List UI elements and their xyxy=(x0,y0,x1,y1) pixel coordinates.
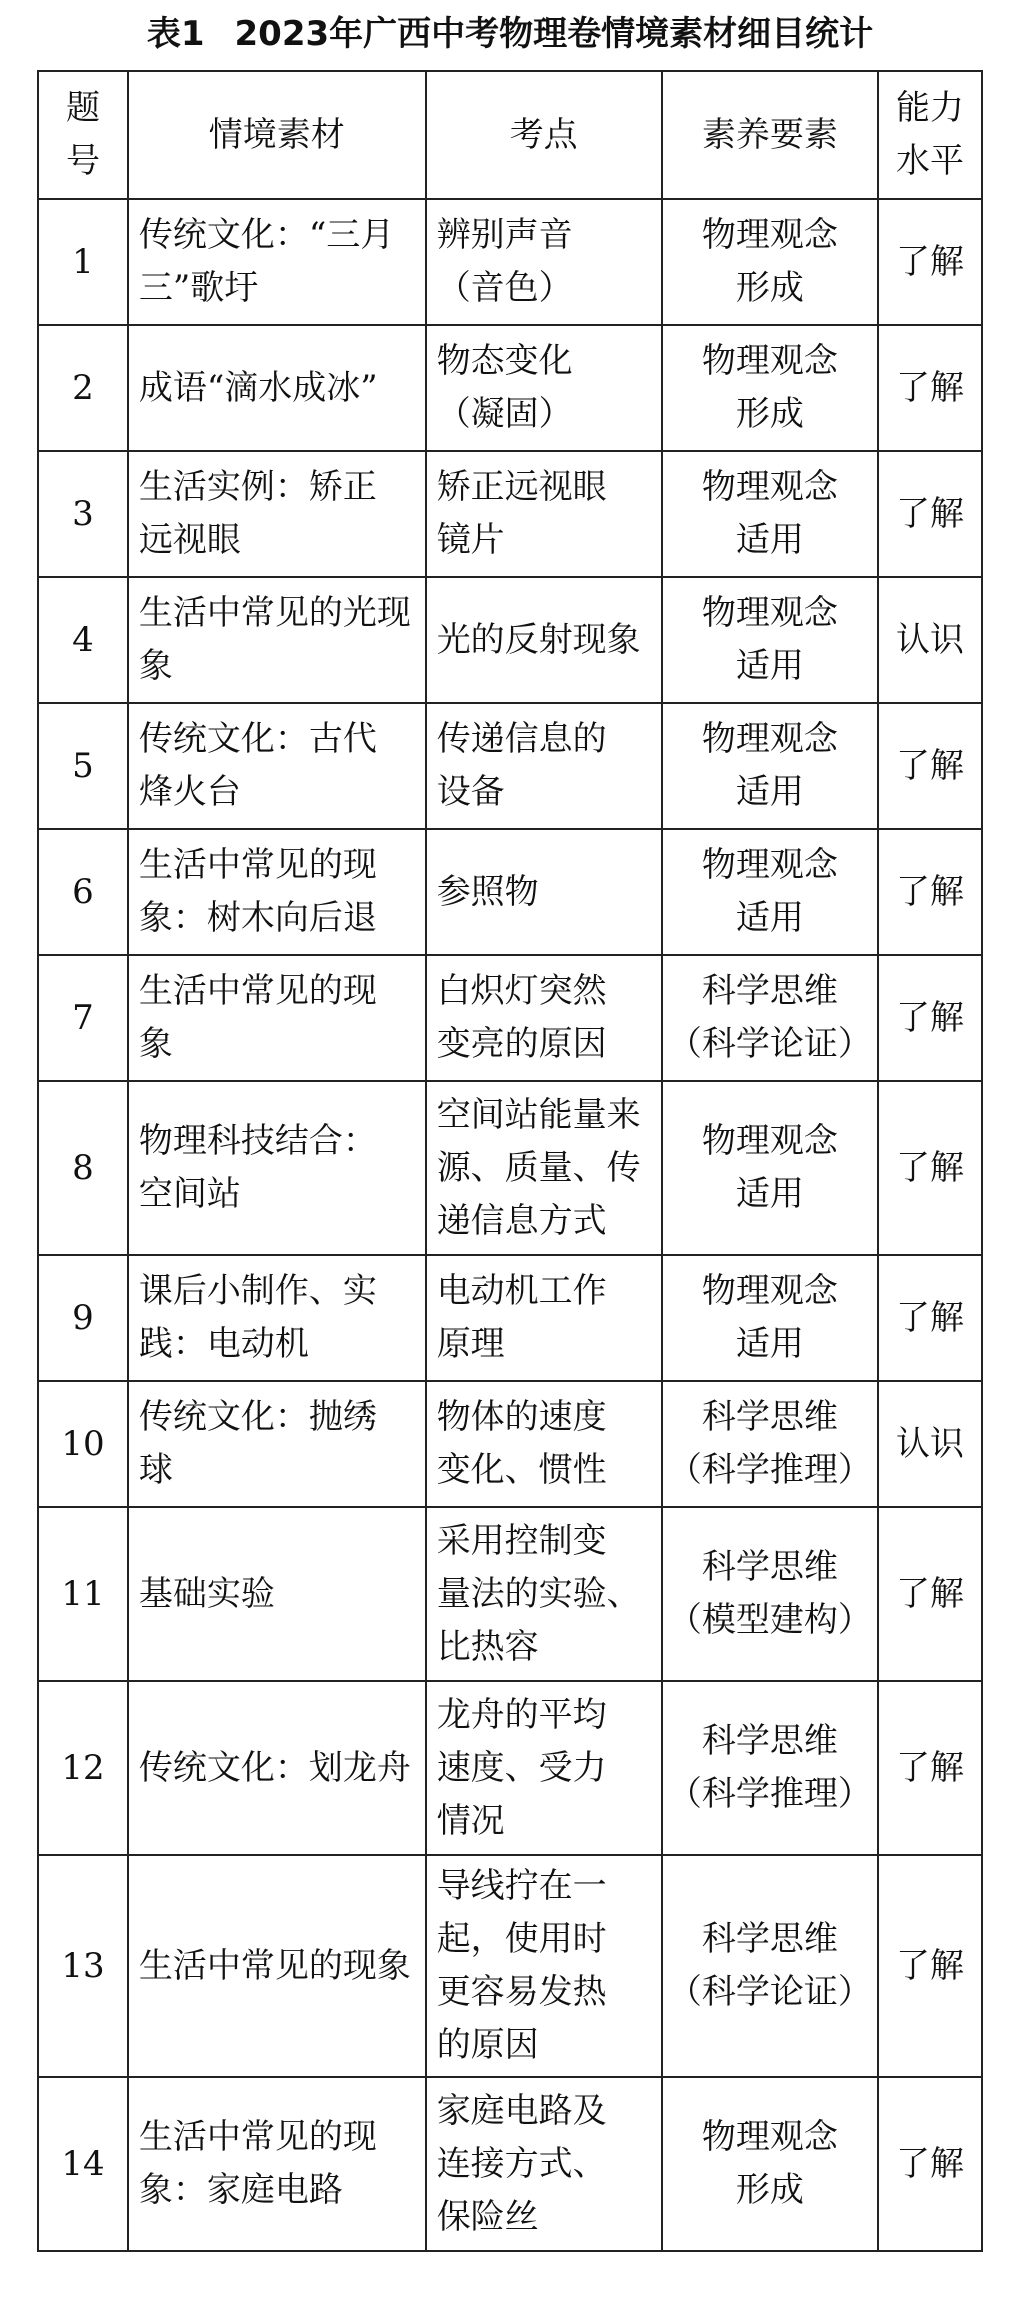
key-point-line: 空间站能量来 xyxy=(436,1094,641,1135)
table-title xyxy=(0,8,1020,60)
key-point xyxy=(426,703,662,829)
table-row xyxy=(38,1255,982,1381)
context-material-line: 生活实例：矫正 xyxy=(138,467,377,507)
context-material-line: 象 xyxy=(138,1024,173,1064)
key-point-line: 设备 xyxy=(436,772,505,812)
question-number: 8 xyxy=(38,1081,128,1255)
context-material xyxy=(128,1081,426,1255)
context-material xyxy=(128,451,426,577)
table-row xyxy=(38,451,982,577)
literacy-element-line: 物理观念 xyxy=(701,719,838,759)
literacy-element-line: 物理观念 xyxy=(701,845,838,885)
literacy-element-line: 物理观念 xyxy=(701,2117,838,2157)
context-material xyxy=(128,2077,426,2251)
literacy-element xyxy=(662,325,878,451)
key-point xyxy=(426,577,662,703)
context-material-line: 生活中常见的现象 xyxy=(138,1945,411,1986)
literacy-element-line: 物理观念 xyxy=(701,467,838,507)
context-material xyxy=(128,199,426,325)
literacy-element-line: （科学论证） xyxy=(667,1024,872,1064)
literacy-element-line: 适用 xyxy=(735,1324,804,1364)
literacy-element xyxy=(662,451,878,577)
key-point-line: 电动机工作 xyxy=(436,1271,607,1311)
literacy-element-line: （科学推理） xyxy=(667,1774,872,1814)
ability-level: 认识 xyxy=(878,577,982,703)
literacy-element-line: 物理观念 xyxy=(701,1121,838,1161)
table-row xyxy=(38,703,982,829)
context-material-line: 传统文化：划龙舟 xyxy=(138,1747,411,1788)
literacy-element xyxy=(662,703,878,829)
table-header-row xyxy=(38,71,982,199)
key-point-line: 采用控制变 xyxy=(436,1520,607,1561)
key-point-line: 镜片 xyxy=(436,520,505,560)
question-number: 5 xyxy=(38,703,128,829)
table-row xyxy=(38,955,982,1081)
question-number: 3 xyxy=(38,451,128,577)
key-point xyxy=(426,1255,662,1381)
key-point-line: 递信息方式 xyxy=(436,1200,607,1241)
question-number: 11 xyxy=(38,1507,128,1681)
literacy-element xyxy=(662,1255,878,1381)
context-material xyxy=(128,1255,426,1381)
table-row xyxy=(38,577,982,703)
key-point-line: （音色） xyxy=(436,268,573,308)
context-material-line: 空间站 xyxy=(138,1174,241,1214)
context-material-line: 基础实验 xyxy=(138,1573,275,1614)
key-point xyxy=(426,1381,662,1507)
key-point-line: 变亮的原因 xyxy=(436,1024,607,1064)
context-material-line: 生活中常见的现 xyxy=(138,845,377,885)
key-point-line: 源、质量、传 xyxy=(436,1147,641,1188)
question-number: 12 xyxy=(38,1681,128,1855)
ability-level: 认识 xyxy=(878,1381,982,1507)
literacy-element xyxy=(662,577,878,703)
key-point xyxy=(426,955,662,1081)
literacy-element-line: 科学思维 xyxy=(701,1547,838,1587)
ability-level: 了解 xyxy=(878,1681,982,1855)
key-point-line: 比热容 xyxy=(436,1626,539,1667)
literacy-element-line: 科学思维 xyxy=(701,1721,838,1761)
context-material xyxy=(128,577,426,703)
context-material-line: 远视眼 xyxy=(138,520,241,560)
context-material-line: 成语“滴水成冰” xyxy=(138,367,378,408)
key-point-line: 矫正远视眼 xyxy=(436,467,607,507)
literacy-element-line: 形成 xyxy=(735,268,804,308)
context-material xyxy=(128,1681,426,1855)
literacy-element xyxy=(662,199,878,325)
ability-level: 了解 xyxy=(878,829,982,955)
context-material-line: 践：电动机 xyxy=(138,1324,309,1364)
literacy-element xyxy=(662,1507,878,1681)
key-point-line: 物体的速度 xyxy=(436,1397,607,1437)
key-point-line: （凝固） xyxy=(436,394,573,434)
key-point-line: 传递信息的 xyxy=(436,719,607,759)
key-point-line: 参照物 xyxy=(436,871,539,912)
context-material-line: 生活中常见的光现 xyxy=(138,593,411,633)
question-number: 10 xyxy=(38,1381,128,1507)
header-question-no: 题 号 xyxy=(38,71,128,199)
key-point-line: 龙舟的平均 xyxy=(436,1694,607,1735)
literacy-element-line: 适用 xyxy=(735,898,804,938)
table-row xyxy=(38,325,982,451)
key-point-line: 物态变化 xyxy=(436,341,573,381)
table-row xyxy=(38,1681,982,1855)
context-material-line: 生活中常见的现 xyxy=(138,971,377,1011)
table-caption: 2023年广西中考物理卷情境素材细目统计 xyxy=(234,14,874,54)
table-row xyxy=(38,1855,982,2077)
literacy-element-line: 适用 xyxy=(735,520,804,560)
key-point-line: 原理 xyxy=(436,1324,505,1364)
key-point-line: 连接方式、 xyxy=(436,2143,607,2184)
ability-level: 了解 xyxy=(878,1507,982,1681)
key-point xyxy=(426,1855,662,2077)
literacy-element-line: 适用 xyxy=(735,1174,804,1214)
table-row xyxy=(38,1381,982,1507)
context-material xyxy=(128,1381,426,1507)
literacy-element-line: 科学思维 xyxy=(701,1919,838,1959)
context-material-line: 烽火台 xyxy=(138,772,241,812)
key-point xyxy=(426,325,662,451)
key-point-line: 情况 xyxy=(436,1800,505,1841)
literacy-element xyxy=(662,1081,878,1255)
question-number: 13 xyxy=(38,1855,128,2077)
question-number: 4 xyxy=(38,577,128,703)
key-point-line: 量法的实验、 xyxy=(436,1573,641,1614)
key-point-line: 家庭电路及 xyxy=(436,2090,607,2131)
literacy-element-line: （模型建构） xyxy=(667,1600,872,1640)
context-material-line: 传统文化：古代 xyxy=(138,719,377,759)
literacy-element-line: 适用 xyxy=(735,646,804,686)
key-point-line: 保险丝 xyxy=(436,2196,539,2237)
ability-level: 了解 xyxy=(878,1255,982,1381)
literacy-element xyxy=(662,1681,878,1855)
context-material-line: 象：树木向后退 xyxy=(138,898,377,938)
key-point-line: 光的反射现象 xyxy=(436,619,641,660)
context-material xyxy=(128,829,426,955)
question-number: 14 xyxy=(38,2077,128,2251)
context-material xyxy=(128,325,426,451)
key-point-line: 更容易发热 xyxy=(436,1972,607,2012)
ability-level: 了解 xyxy=(878,703,982,829)
key-point xyxy=(426,451,662,577)
literacy-element-line: 科学思维 xyxy=(701,971,838,1011)
question-number: 2 xyxy=(38,325,128,451)
key-point-line: 起，使用时 xyxy=(436,1919,607,1959)
context-material xyxy=(128,1855,426,2077)
literacy-element xyxy=(662,1855,878,2077)
table-row xyxy=(38,1081,982,1255)
key-point-line: 的原因 xyxy=(436,2025,539,2065)
table-row xyxy=(38,829,982,955)
table-row xyxy=(38,199,982,325)
literacy-element-line: 物理观念 xyxy=(701,215,838,255)
table-body xyxy=(38,199,982,2251)
key-point-line: 辨别声音 xyxy=(436,215,573,255)
ability-level: 了解 xyxy=(878,1855,982,2077)
key-point-line: 导线拧在一 xyxy=(436,1866,607,1906)
key-point xyxy=(426,1081,662,1255)
literacy-element-line: 物理观念 xyxy=(701,593,838,633)
question-number: 1 xyxy=(38,199,128,325)
literacy-element-line: 适用 xyxy=(735,772,804,812)
literacy-element-line: （科学推理） xyxy=(667,1450,872,1490)
header-ability-level: 能力 水平 xyxy=(878,71,982,199)
literacy-element xyxy=(662,829,878,955)
question-number: 7 xyxy=(38,955,128,1081)
table-number: 表1 xyxy=(146,14,205,54)
key-point xyxy=(426,1681,662,1855)
ability-level: 了解 xyxy=(878,451,982,577)
context-material-line: 象 xyxy=(138,646,173,686)
header-material: 情境素材 xyxy=(128,71,426,199)
context-material xyxy=(128,703,426,829)
context-material-line: 传统文化：抛绣 xyxy=(138,1397,377,1437)
context-material-line: 象：家庭电路 xyxy=(138,2170,343,2210)
key-point xyxy=(426,829,662,955)
stats-table xyxy=(37,70,983,2252)
literacy-element-line: 物理观念 xyxy=(701,341,838,381)
table-row xyxy=(38,2077,982,2251)
context-material-line: 生活中常见的现 xyxy=(138,2117,377,2157)
context-material xyxy=(128,955,426,1081)
ability-level: 了解 xyxy=(878,955,982,1081)
context-material-line: 物理科技结合： xyxy=(138,1121,377,1161)
table-row xyxy=(38,1507,982,1681)
literacy-element-line: （科学论证） xyxy=(667,1972,872,2012)
context-material xyxy=(128,1507,426,1681)
key-point xyxy=(426,199,662,325)
header-literacy: 素养要素 xyxy=(662,71,878,199)
key-point xyxy=(426,2077,662,2251)
literacy-element-line: 形成 xyxy=(735,2170,804,2210)
literacy-element xyxy=(662,1381,878,1507)
context-material-line: 球 xyxy=(138,1450,173,1490)
question-number: 9 xyxy=(38,1255,128,1381)
key-point xyxy=(426,1507,662,1681)
key-point-line: 白炽灯突然 xyxy=(436,971,607,1011)
ability-level: 了解 xyxy=(878,325,982,451)
literacy-element xyxy=(662,2077,878,2251)
header-key-point: 考点 xyxy=(426,71,662,199)
ability-level: 了解 xyxy=(878,199,982,325)
key-point-line: 变化、惯性 xyxy=(436,1450,607,1490)
literacy-element xyxy=(662,955,878,1081)
literacy-element-line: 形成 xyxy=(735,394,804,434)
ability-level: 了解 xyxy=(878,1081,982,1255)
context-material-line: 传统文化：“三月 xyxy=(138,215,395,255)
key-point-line: 速度、受力 xyxy=(436,1747,607,1788)
literacy-element-line: 科学思维 xyxy=(701,1397,838,1437)
question-number: 6 xyxy=(38,829,128,955)
context-material-line: 三”歌圩 xyxy=(138,268,259,308)
context-material-line: 课后小制作、实 xyxy=(138,1271,377,1311)
literacy-element-line: 物理观念 xyxy=(701,1271,838,1311)
ability-level: 了解 xyxy=(878,2077,982,2251)
